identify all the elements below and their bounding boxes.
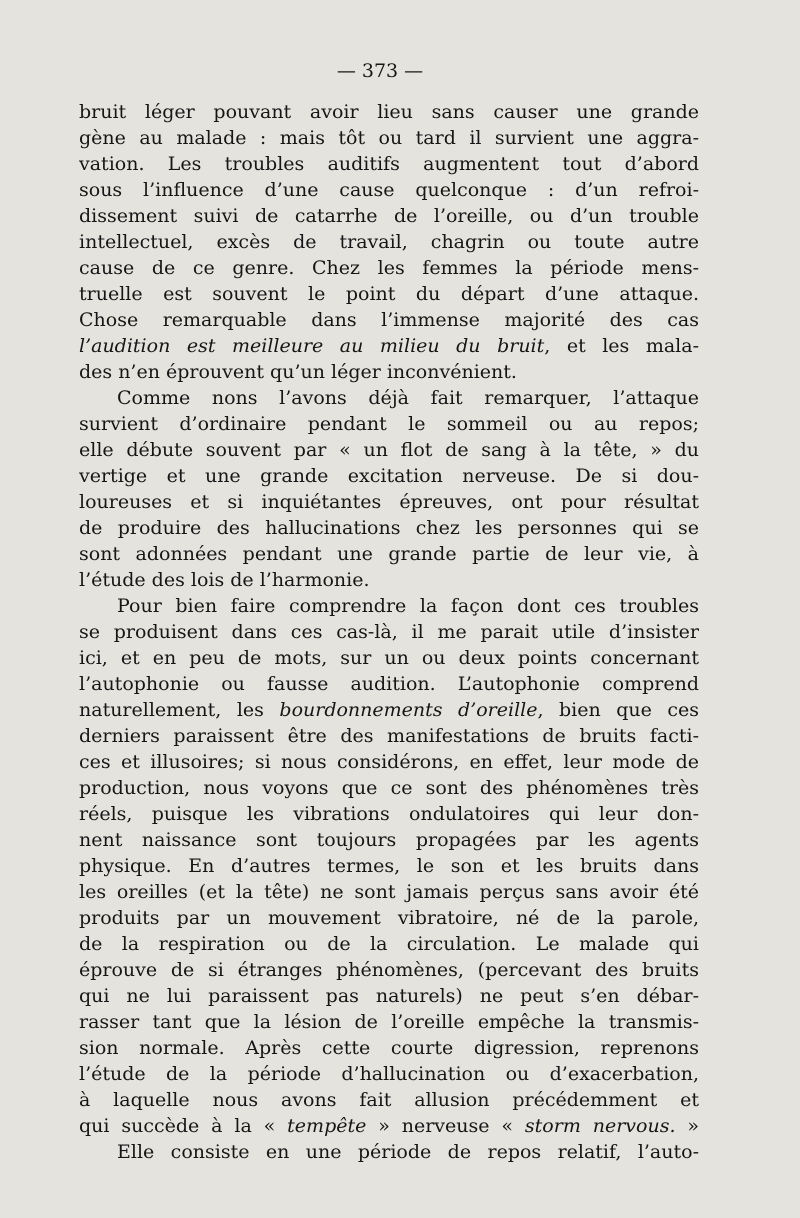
text-line: loureuses et si inquiétantes épreuves, ont pour résultat — [79, 491, 699, 513]
text-line: Chose remarquable dans l’immense majorité des cas — [79, 309, 699, 331]
text-fragment: , et les mala- — [544, 335, 699, 357]
text-line: l’autophonie ou fausse audition. L’autophonie comprend — [79, 673, 699, 695]
italic-phrase: bourdonnements d’oreille — [279, 699, 538, 721]
text-line: truelle est souvent le point du départ d’une attaque. — [79, 283, 699, 305]
text-fragment: » — [675, 1115, 699, 1137]
text-line: sont adonnées pendant une grande partie de leur vie, à — [79, 543, 699, 565]
text-fragment: » nerveuse « — [366, 1115, 525, 1137]
text-line: se produisent dans ces cas-là, il me parait utile d’insister — [79, 621, 699, 643]
text-line: ici, et en peu de mots, sur un ou deux points concernant — [79, 647, 699, 669]
text-line: gène au malade : mais tôt ou tard il survient une aggra- — [79, 127, 699, 149]
italic-phrase: l’audition est meilleure au milieu du bruit — [79, 335, 545, 357]
text-line: Pour bien faire comprendre la façon dont ces troubles — [117, 595, 699, 617]
text-line: intellectuel, excès de travail, chagrin ou toute autre — [79, 231, 699, 253]
text-line: éprouve de si étranges phénomènes, (percevant des bruits — [79, 959, 699, 981]
text-line: bruit léger pouvant avoir lieu sans causer une grande — [79, 101, 699, 123]
text-line: physique. En d’autres termes, le son et les bruits dans — [79, 855, 699, 877]
page-number: — 373 — — [336, 60, 424, 82]
text-line: derniers paraissent être des manifestations de bruits facti- — [79, 725, 699, 747]
text-line: l’étude des lois de l’harmonie. — [79, 569, 370, 591]
text-line: de la respiration ou de la circulation. Le malade qui — [79, 933, 699, 955]
body-text — [79, 99, 699, 1165]
text-line: elle débute souvent par « un flot de sang à la tête, » du — [79, 439, 699, 461]
text-line: qui ne lui paraissent pas naturels) ne peut s’en débar- — [79, 985, 699, 1007]
text-line — [79, 1113, 699, 1139]
text-line: produits par un mouvement vibratoire, né de la parole, — [79, 907, 699, 929]
text-line: les oreilles (et la tête) ne sont jamais perçus sans avoir été — [79, 881, 699, 903]
text-line: vertige et une grande excitation nerveuse. De si dou- — [79, 465, 699, 487]
text-line: réels, puisque les vibrations ondulatoires qui leur don- — [79, 803, 699, 825]
text-line — [79, 697, 699, 723]
text-line: cause de ce genre. Chez les femmes la période mens- — [79, 257, 699, 279]
text-line: Elle consiste en une période de repos relatif, l’auto- — [117, 1141, 699, 1163]
text-line: des n’en éprouvent qu’un léger inconvénient. — [79, 361, 517, 383]
text-line — [79, 333, 699, 359]
text-line: ces et illusoires; si nous considérons, en effet, leur mode de — [79, 751, 699, 773]
text-line: sous l’influence d’une cause quelconque : d’un refroi- — [79, 179, 699, 201]
text-fragment: naturellement, les — [79, 699, 280, 721]
text-line: production, nous voyons que ce sont des phénomènes très — [79, 777, 699, 799]
text-line: sion normale. Après cette courte digression, reprenons — [79, 1037, 699, 1059]
text-line: à laquelle nous avons fait allusion précédemment et — [79, 1089, 699, 1111]
text-line: dissement suivi de catarrhe de l’oreille, ou d’un trouble — [79, 205, 699, 227]
text-line: nent naissance sont toujours propagées par les agents — [79, 829, 699, 851]
text-fragment: qui succède à la « — [79, 1115, 288, 1137]
text-fragment: , bien que ces — [537, 699, 699, 721]
italic-phrase: storm nervous. — [524, 1115, 676, 1137]
italic-phrase: tempête — [287, 1115, 367, 1137]
text-line: Comme nons l’avons déjà fait remarquer, l’attaque — [117, 387, 699, 409]
text-line: de produire des hallucinations chez les personnes qui se — [79, 517, 699, 539]
text-line: vation. Les troubles auditifs augmentent tout d’abord — [79, 153, 699, 175]
text-line: rasser tant que la lésion de l’oreille empêche la transmis- — [79, 1011, 699, 1033]
text-line: survient d’ordinaire pendant le sommeil ou au repos; — [79, 413, 699, 435]
text-line: l’étude de la période d’hallucination ou d’exacerbation, — [79, 1063, 699, 1085]
